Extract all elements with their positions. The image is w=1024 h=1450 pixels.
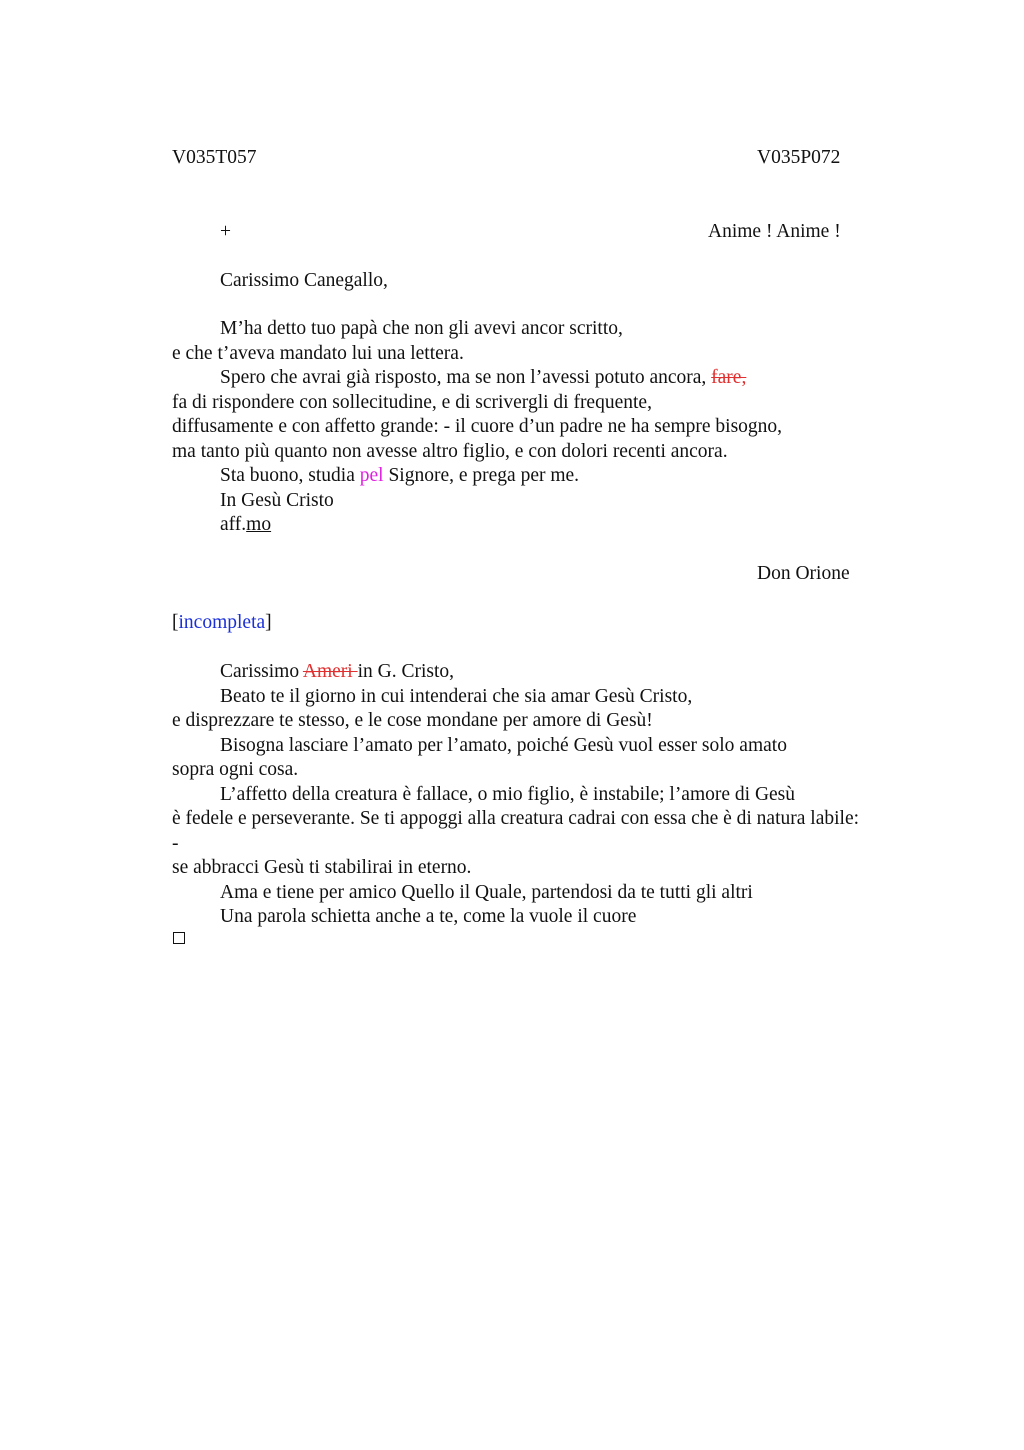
editorial-note (172, 611, 272, 636)
text-span: Sta buono, studia (220, 465, 360, 486)
text-span: Signore, e prega per me. (383, 465, 580, 486)
letter1-body (172, 317, 912, 538)
deleted-word: Ameri (302, 661, 358, 682)
text-span: in G. Cristo, (357, 661, 455, 682)
text-line: Ama e tiene per amico Quello il Quale, partendosi da te tutti gli altri (220, 881, 753, 903)
text-line: e disprezzare te stesso, e le cose mondane per amore di Gesù! (172, 710, 653, 731)
deleted-word: fare, (711, 367, 747, 388)
text-line: sopra ogni cosa. (172, 759, 299, 780)
text-span: Carissimo (220, 661, 303, 682)
text-line: diffusamente e con affetto grande: - il cuore d’un padre ne ha sempre bisogno, (172, 416, 783, 437)
text-line: Beato te il giorno in cui intenderai che sia amar Gesù Cristo, (220, 685, 693, 707)
code-right: V035P072 (757, 147, 841, 168)
letter2-salutation (172, 660, 912, 685)
signature: Don Orione (757, 563, 850, 584)
closing-line (172, 513, 912, 538)
underlined-abbreviation: mo (246, 514, 272, 535)
text-line: e che t’aveva mandato lui una lettera. (172, 342, 464, 364)
letter2-body (172, 660, 912, 930)
code-left: V035T057 (172, 147, 257, 168)
text-span: Spero che avrai già risposto, ma se non l’avessi potuto ancora, (220, 367, 712, 388)
bracket-open: [ (172, 612, 179, 633)
empty-square-icon (173, 932, 185, 944)
text-line: se abbracci Gesù ti stabilirai in eterno. (172, 857, 472, 878)
letter1-salutation: Carissimo Canegallo, (220, 270, 388, 291)
text-line: L’affetto della creatura è fallace, o mio figlio, è instabile; l’amore di Gesù (220, 783, 796, 805)
text-line: - (172, 832, 179, 854)
text-line: ma tanto più quanto non avesse altro figlio, e con dolori recenti ancora. (172, 440, 728, 462)
closing-line: In Gesù Cristo (220, 489, 334, 511)
text-line: M’ha detto tuo papà che non gli avevi ancor scritto, (220, 318, 623, 339)
motto: Anime ! Anime ! (708, 221, 841, 242)
highlighted-word: pel (359, 465, 384, 486)
cross-symbol: + (220, 221, 231, 242)
text-span: aff. (220, 514, 247, 535)
text-line: Bisogna lasciare l’amato per l’amato, poiché Gesù vuol esser solo amato (220, 734, 787, 756)
text-line (172, 464, 912, 489)
text-line: Una parola schietta anche a te, come la vuole il cuore (220, 906, 637, 927)
bracket-close: ] (265, 612, 272, 633)
text-line: fa di rispondere con sollecitudine, e di scrivergli di frequente, (172, 391, 652, 413)
text-line: è fedele e perseverante. Se ti appoggi alla creatura cadrai con essa che è di natura labile: (172, 808, 860, 829)
incomplete-note: incompleta (178, 612, 266, 633)
text-line (172, 366, 912, 391)
